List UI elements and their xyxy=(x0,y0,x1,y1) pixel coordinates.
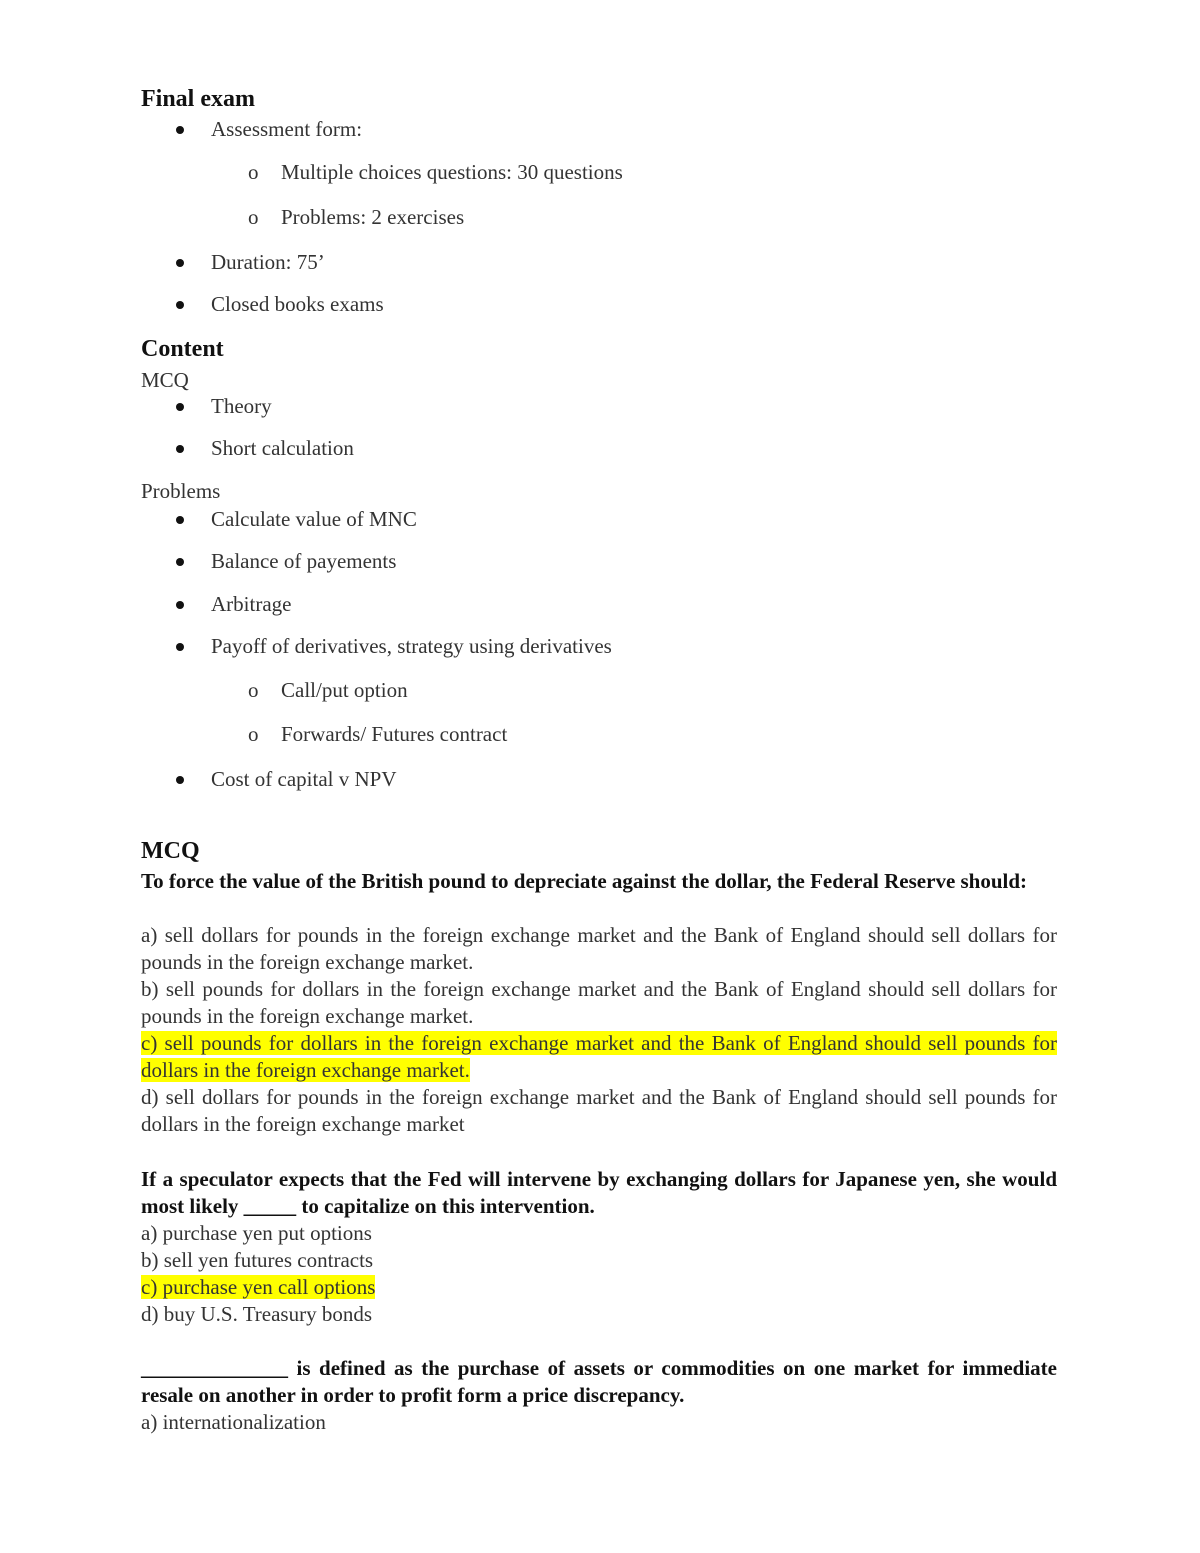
q1-question: To force the value of the British pound to depreciate against the dollar, the Federal Reserve should: xyxy=(141,869,1028,893)
q2-option-b: b) sell yen futures contracts xyxy=(141,1248,374,1272)
bullet-icon xyxy=(176,558,184,566)
bullet-icon xyxy=(176,776,184,784)
bullet-icon xyxy=(176,445,184,453)
content-problems-label: Problems xyxy=(141,479,221,503)
q1-option-d: d) sell dollars for pounds in the foreign exchange market and the Bank of England should sell pounds for dollars in the foreign exchange market xyxy=(141,1085,1057,1136)
q2-option-a: a) purchase yen put options xyxy=(141,1221,372,1245)
final-exam-heading: Final exam xyxy=(141,86,255,112)
circle-bullet-icon: o xyxy=(248,205,259,229)
circle-bullet-icon: o xyxy=(248,722,259,746)
bullet-icon xyxy=(176,259,184,267)
bullet-icon xyxy=(176,643,184,651)
q1-option-a: a) sell dollars for pounds in the foreign exchange market and the Bank of England should sell dollars for pounds in the foreign exchange market. xyxy=(141,923,1057,974)
bullet-icon xyxy=(176,601,184,609)
q2-option-c-answer: c) purchase yen call options xyxy=(141,1275,376,1299)
mcq-heading: MCQ xyxy=(141,838,200,864)
circle-bullet-icon: o xyxy=(248,678,259,702)
q3-option-a: a) internationalization xyxy=(141,1410,326,1434)
q2-option-d: d) buy U.S. Treasury bonds xyxy=(141,1302,373,1326)
content-heading: Content xyxy=(141,336,224,362)
bullet-icon xyxy=(176,126,184,134)
bullet-icon xyxy=(176,403,184,411)
bullet-icon xyxy=(176,516,184,524)
document-page: Final exam Assessment form: o Multiple choices questions: 30 questions o Problems: 2 exercises Duration: 75’ Closed books exams Content MCQ Theory Short calculation Problems Calculate value of MNC Balance of payements Arbitrage Payoff of derivatives, strategy using derivatives o Call/put option o Forwards/ Futures contract Cost of capital v NPV MCQ To force the value of the British pound to depreciate against the dollar, the Federal Reserve should: a) sell dollars for pounds in the foreign exchange market and the Bank of England should sell dollars for pounds in the foreign exchange market. b) sell pounds for dollars in the foreign exchange market and the Bank of England should sell dollars for pounds in the foreign exchange market. c) sell pounds for dollars in the foreign exchange market and the Bank of England should sell pounds for dollars in the foreign exchange market. d) sell dollars for pounds in the foreign exchange market and the Bank of England should sell pounds for dollars in the foreign exchange market If a speculator expects that the Fed will intervene by exchanging dollars for Japanese yen, she would most likely _____ to capitalize on this intervention. a) purchase yen put options b) sell yen futures contracts c) purchase yen call options d) buy U.S. Treasury bonds ______________ is defined as the purchase of assets or commodities on one market for immediate resale on another in order to profit form a price discrepancy. a) internationalization xyxy=(141,86,1057,1434)
q1-option-c-answer: c) sell pounds for dollars in the foreign exchange market and the Bank of England should sell pounds for dollars in the foreign exchange market. xyxy=(141,1031,1057,1082)
q2-question: If a speculator expects that the Fed will intervene by exchanging dollars for Japanese yen, she would most likely _____ to capitalize on this intervention. xyxy=(141,1167,1057,1218)
content-mcq-label: MCQ xyxy=(141,368,189,392)
q1-option-b: b) sell pounds for dollars in the foreign exchange market and the Bank of England should sell dollars for pounds in the foreign exchange market. xyxy=(141,977,1057,1028)
q3-question: ______________ is defined as the purchase of assets or commodities on one market for immediate resale on another in order to profit form a price discrepancy. xyxy=(141,1356,1057,1407)
bullet-icon xyxy=(176,301,184,309)
circle-bullet-icon: o xyxy=(248,160,259,184)
